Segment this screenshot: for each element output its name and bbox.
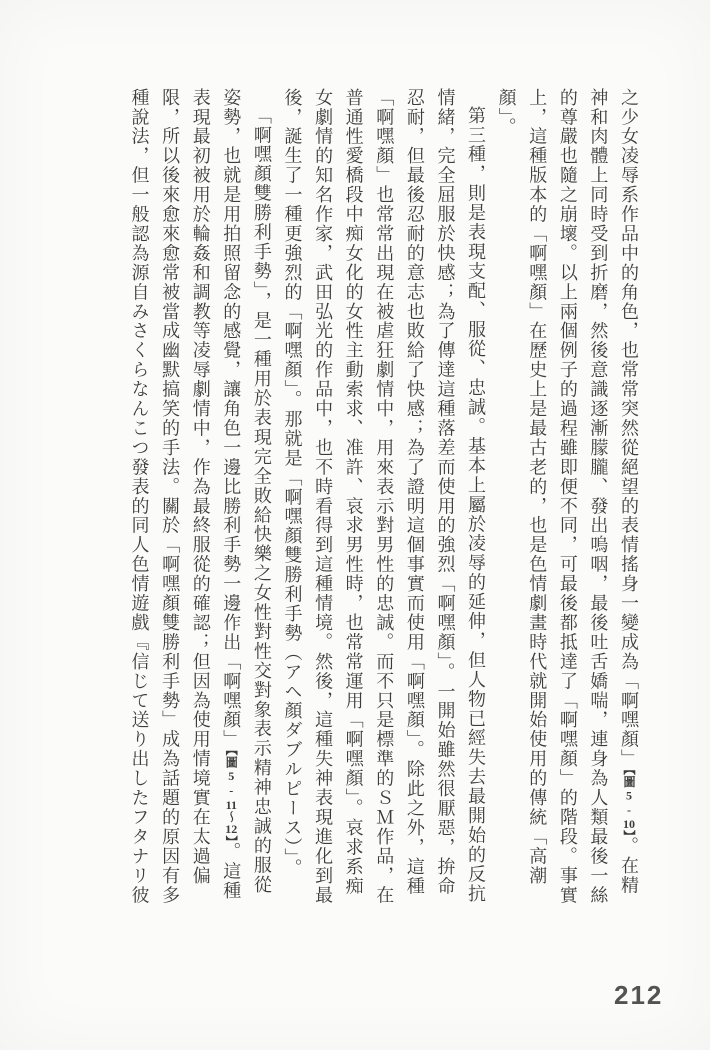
figref-number: 5	[622, 788, 636, 804]
figure-reference-5-10	[622, 769, 636, 837]
paragraph-text: 。這種表現最初被用於輪姦和調教等凌辱劇情中，作為最終服從的確認；但因為使用情境實在太過偏限，所以後來愈來愈常被當成幽默搞笑的手法。關於「啊嘿顏雙勝利手勢」成為話題的原因有多種說法，但一般認為源自みさくらなんこつ發表的同人色情遊戲『信じて送り出したフタナリ彼	[129, 88, 242, 905]
paragraph-continuation	[491, 88, 644, 908]
figref-bracket-open: 【圖	[622, 768, 636, 789]
figref-dash: -	[224, 783, 239, 799]
figref-number: 10	[623, 817, 635, 830]
body-text	[124, 88, 644, 908]
figure-reference-5-11-12	[224, 749, 238, 842]
figref-number: 12	[225, 823, 238, 836]
paragraph-text: 「啊嘿顏雙勝利手勢」，是一種用於表現完全敗給快樂之女性對性交對象表示精神忠誠的服從姿勢，也就是用拍照留念的感覺，讓角色一邊比勝利手勢一邊作出「啊嘿顏」	[221, 88, 272, 895]
figref-dash: -	[622, 803, 636, 818]
figref-number: 5	[224, 768, 239, 784]
figref-bracket-close: 】	[622, 829, 636, 837]
figref-bracket-open: 【圖	[224, 749, 239, 769]
page-number: 212	[614, 980, 664, 1010]
figref-wave-dash: ～	[224, 810, 239, 824]
paragraph-text: 。在精神和肉體上同時受到折磨，然後意識逐漸朦朧、發出嗚咽，最後吐舌嬌喘，連身為人類最後一絲的尊嚴也隨之崩壞。以上兩個例子的過程雖即便不同，可最後都抵達了「啊嘿顏」的階段。事實上，這種版本的「啊嘿顏」在歷史上是最古老的，也是色情劇畫時代就開始使用的傳統「高潮顏」。	[496, 88, 639, 905]
paragraph-text: 之少女凌辱系作品中的角色，也常常突然從絕望的表情搖身一變成為「啊嘿顏」	[619, 88, 639, 769]
paragraph-ahegao-double-peace	[124, 88, 277, 908]
figref-bracket-close: 】	[224, 835, 239, 843]
paragraph-third-type: 第三種，則是表現支配、服從、忠誠。基本上屬於凌辱的延伸，但人物已經失去最開始的反抗情緒，完全屈服於快感；為了傳達這種落差而使用的強烈「啊嘿顏」。一開始雖然很厭惡，拚命忍耐，但最後忍耐的意志也敗給了快感；為了證明這個事實而使用「啊嘿顏」。除此之外，這種「啊嘿顏」也常常出現在被虐狂劇情中，用來表示對男性的忠誠。而不只是標準的ＳＭ作品，在普通性愛橋段中痴女化的女性主動索求、准許、哀求男性時，也常常運用「啊嘿顏」。哀求系痴女劇情的知名作家，武田弘光的作品中，也不時看得到這種情境。然後，這種失神表現進化到最後，誕生了一種更強烈的「啊嘿顏」。那就是「啊嘿顏雙勝利手勢（アヘ顏ダブルピース）」。	[282, 88, 487, 905]
figref-number: 11	[225, 798, 237, 811]
